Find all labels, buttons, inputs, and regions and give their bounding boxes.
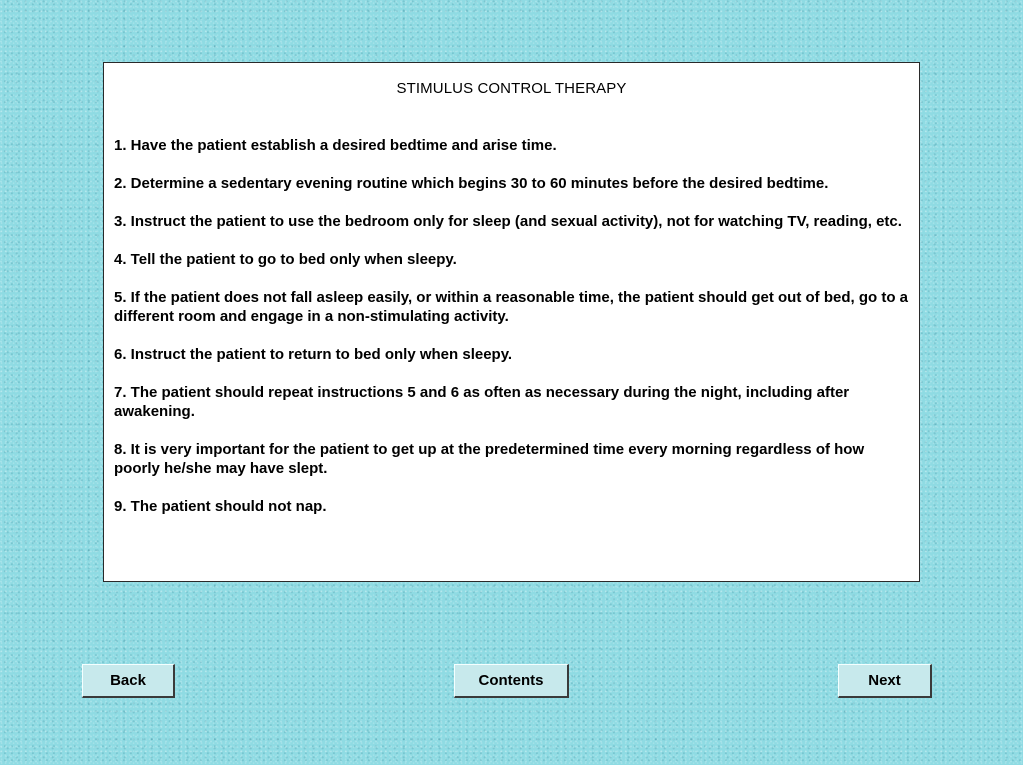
- contents-button[interactable]: Contents: [454, 664, 569, 698]
- list-item: 4. Tell the patient to go to bed only when sleepy.: [114, 251, 457, 268]
- list-item: 8. It is very important for the patient to get up at the predetermined time every morning regardless of how poorly he/she may have slept.: [114, 441, 865, 477]
- next-button[interactable]: Next: [838, 664, 932, 698]
- list-item: 7. The patient should repeat instructions 5 and 6 as often as necessary during the night, including after awakening.: [114, 384, 850, 420]
- instruction-list: [114, 136, 909, 535]
- list-item: 2. Determine a sedentary evening routine which begins 30 to 60 minutes before the desired bedtime.: [114, 175, 829, 192]
- list-item: 6. Instruct the patient to return to bed only when sleepy.: [114, 346, 513, 363]
- list-item: 3. Instruct the patient to use the bedroom only for sleep (and sexual activity), not for watching TV, reading, etc.: [114, 213, 902, 230]
- list-item: 1. Have the patient establish a desired bedtime and arise time.: [114, 137, 557, 154]
- list-item: 9. The patient should not nap.: [114, 498, 327, 515]
- list-item: 5. If the patient does not fall asleep easily, or within a reasonable time, the patient should get out of bed, go to a different room and engage in a non-stimulating activity.: [114, 289, 908, 325]
- content-panel: [103, 62, 920, 582]
- page-title: STIMULUS CONTROL THERAPY: [396, 80, 627, 97]
- back-button[interactable]: Back: [82, 664, 175, 698]
